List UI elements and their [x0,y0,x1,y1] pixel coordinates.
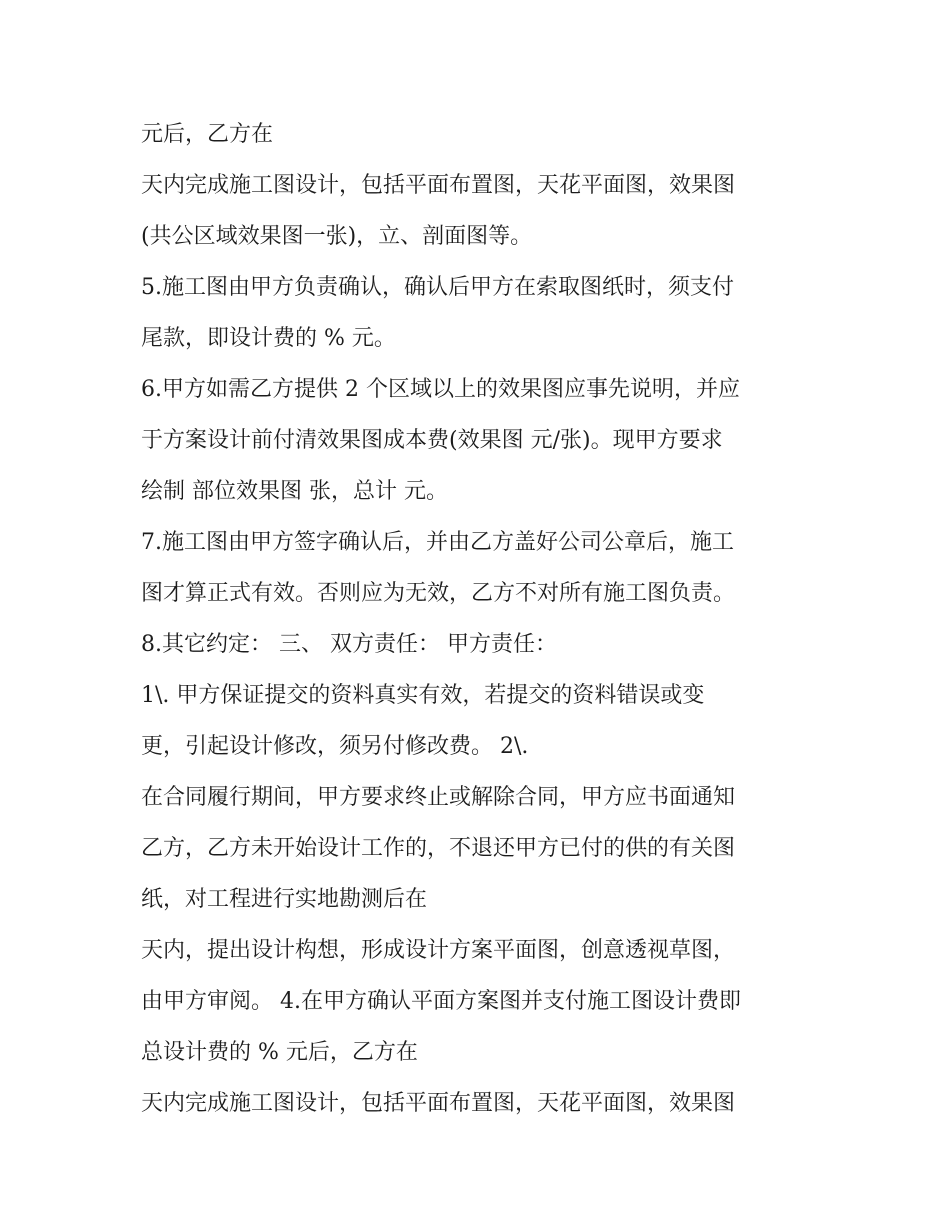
text-line-3: (共公区域效果图一张)，立、剖面图等。 [141,224,533,249]
text-line-10: 图才算正式有效。否则应为无效，乙方不对所有施工图负责。 [141,581,736,606]
text-line-18: 由甲方审阅。 4.在甲方确认平面方案图并支付施工图设计费即 [141,989,741,1014]
text-line-15: 乙方，乙方未开始设计工作的，不退还甲方已付的供的有关图 [141,836,736,861]
text-line-16: 纸，对工程进行实地勘测后在 [141,887,428,912]
text-line-12: 1\. 甲方保证提交的资料真实有效，若提交的资料错误或变 [141,683,705,708]
document-body [141,109,831,1129]
text-line-1: 元后，乙方在 [141,122,274,147]
text-line-14: 在合同履行期间，甲方要求终止或解除合同，甲方应书面通知 [141,785,736,810]
text-line-2: 天内完成施工图设计，包括平面布置图，天花平面图，效果图 [141,173,736,198]
text-line-5: 尾款，即设计费的 % 元。 [141,326,396,351]
text-line-8: 绘制 部位效果图 张，总计 元。 [141,479,448,504]
text-line-9: 7.施工图由甲方签字确认后，并由乙方盖好公司公章后，施工 [141,530,734,555]
text-line-17: 天内，提出设计构想，形成设计方案平面图，创意透视草图， [141,938,736,963]
text-line-7: 于方案设计前付清效果图成本费(效果图 元/张)。现甲方要求 [141,428,723,453]
text-line-20: 天内完成施工图设计，包括平面布置图，天花平面图，效果图 [141,1091,736,1116]
text-line-11: 8.其它约定： 三、 双方责任： 甲方责任： [141,632,557,657]
text-line-13: 更，引起设计修改，须另付修改费。 2\. [141,734,529,759]
text-line-4: 5.施工图由甲方负责确认，确认后甲方在索取图纸时，须支付 [141,275,734,300]
text-line-19: 总设计费的 % 元后，乙方在 [141,1040,418,1065]
text-line-6: 6.甲方如需乙方提供 2 个区域以上的效果图应事先说明，并应 [141,377,740,402]
